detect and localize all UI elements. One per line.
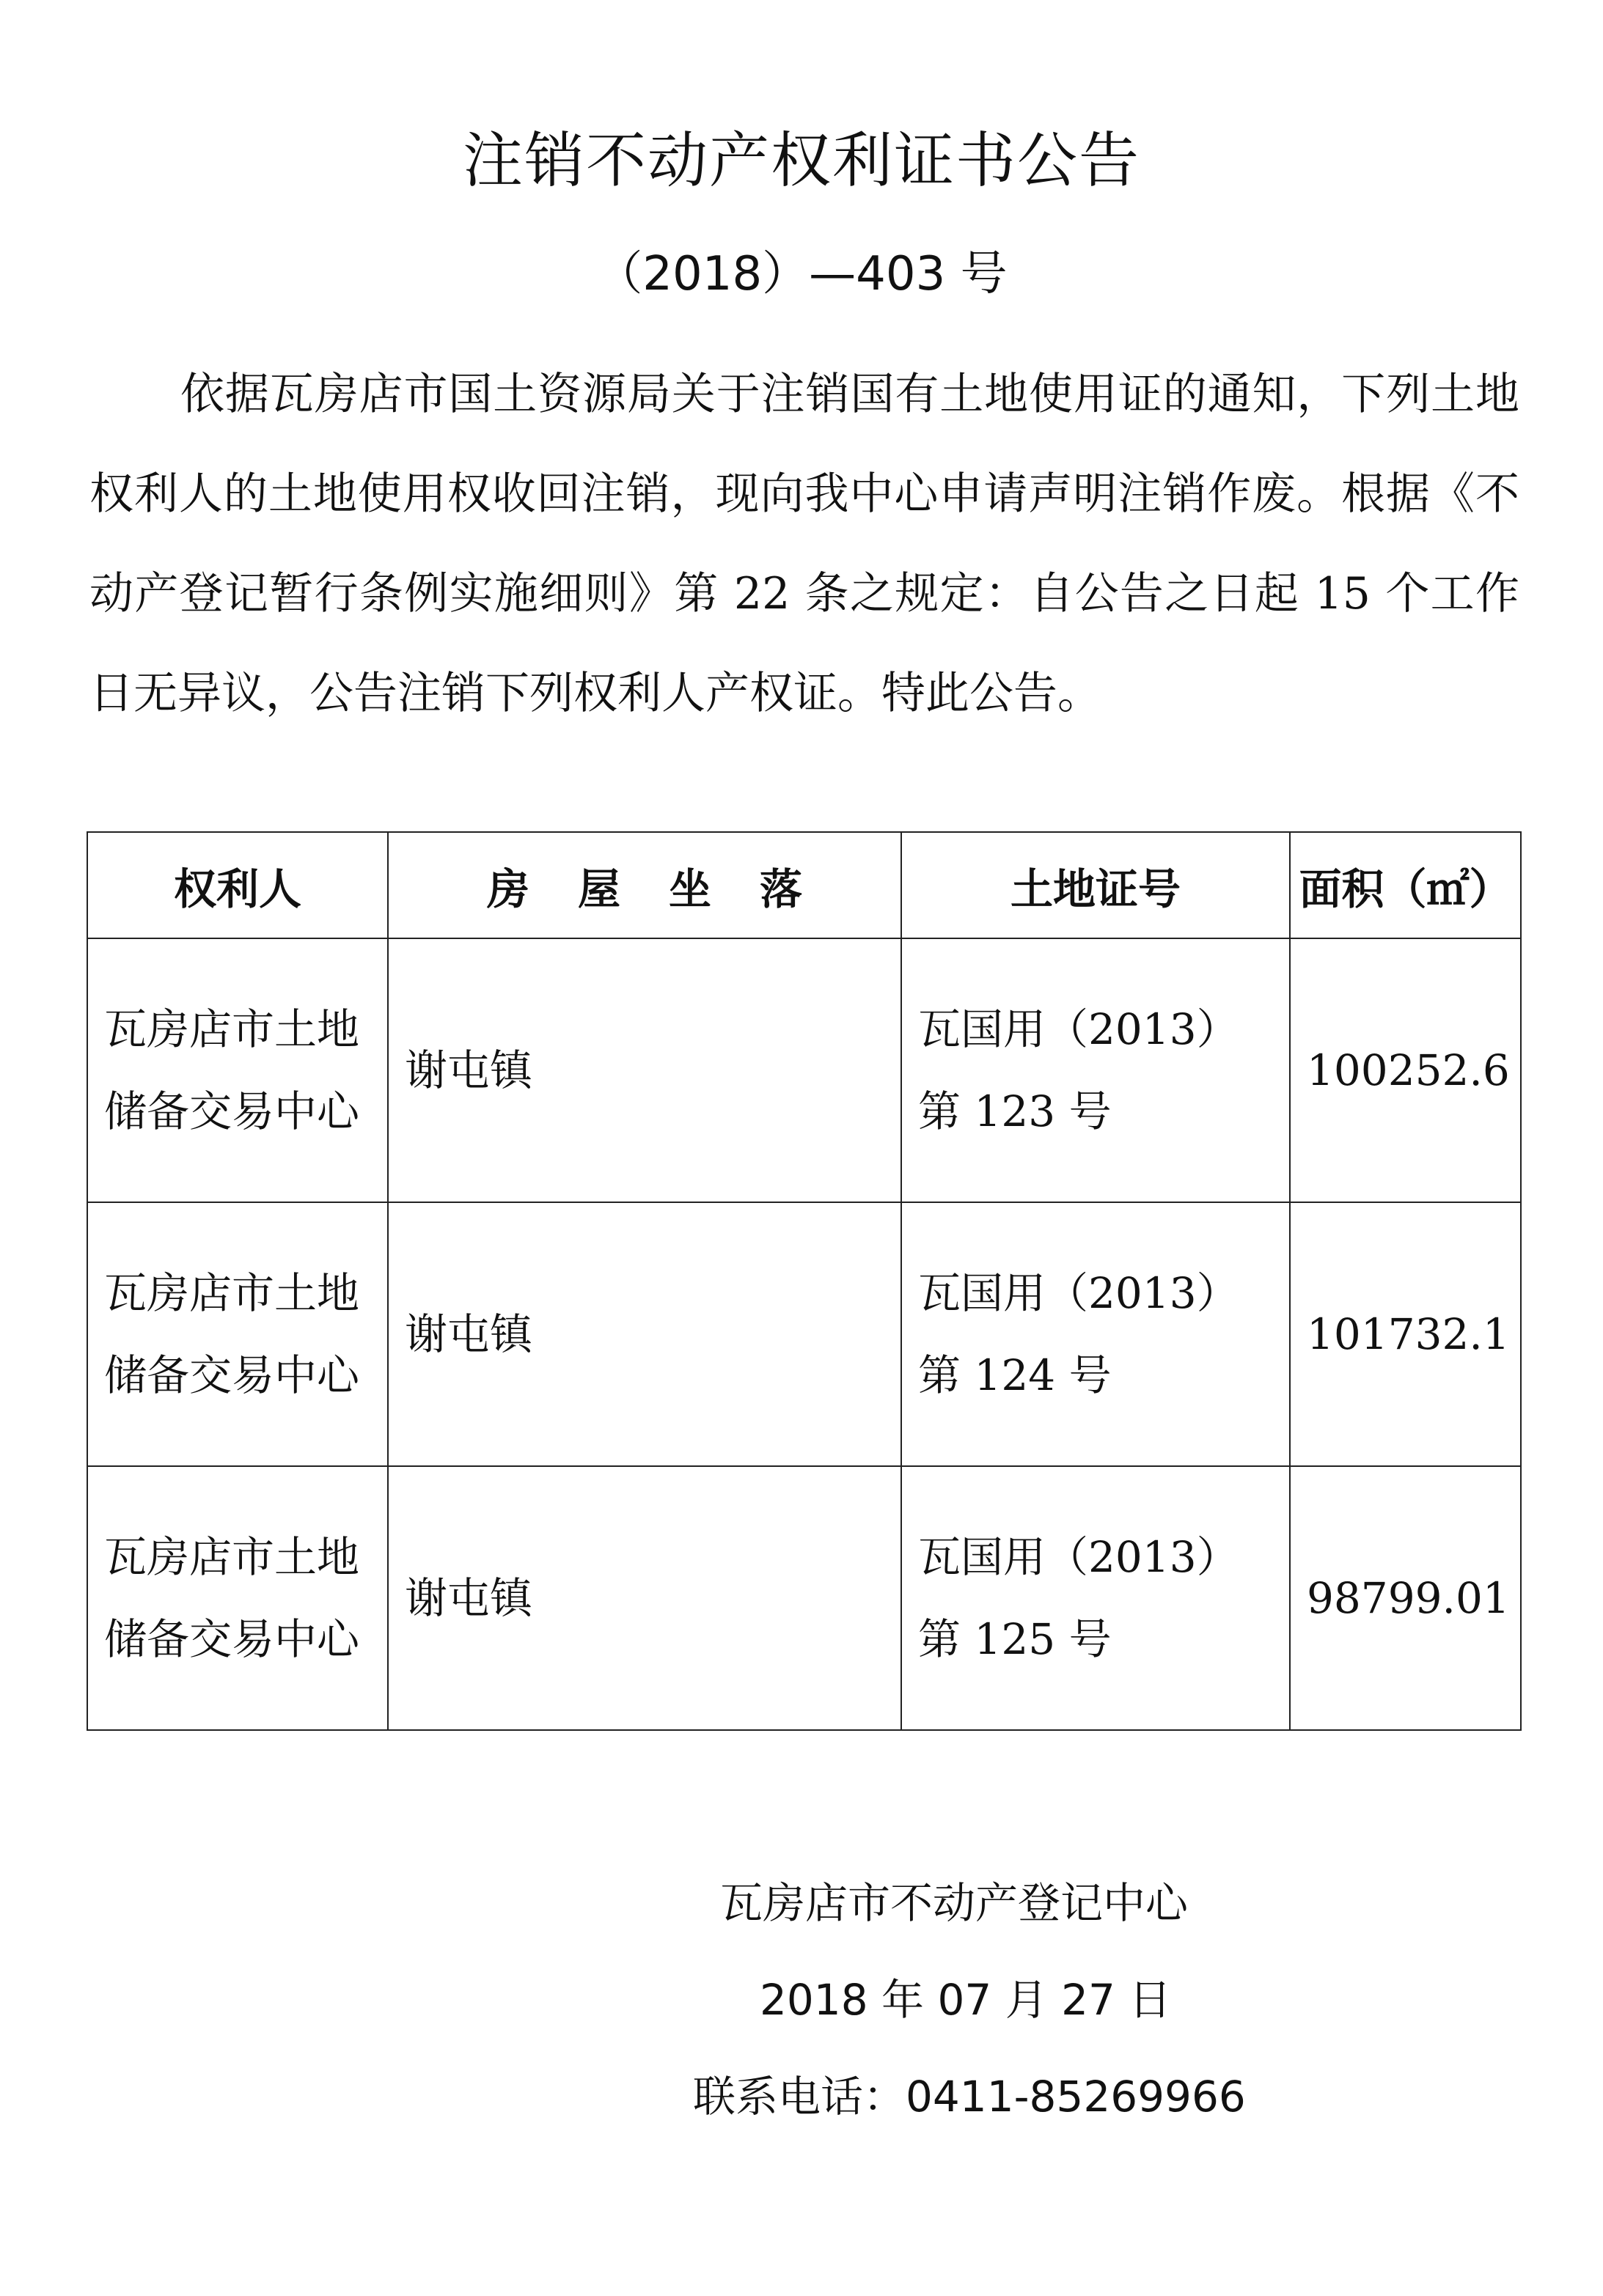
notice-table: [87, 831, 1522, 1731]
document-number: （2018）—403 号: [595, 247, 1008, 301]
cell-area: 101732.1: [1290, 1202, 1521, 1466]
cell-cert: 瓦国用（2013）第 124 号: [901, 1202, 1290, 1466]
header-location-label: 房屋坐落: [486, 864, 851, 914]
signature-date: 2018 年 07 月 27 日: [760, 1975, 1172, 2025]
notice-body: 依据瓦房店市国土资源局关于注销国有土地使用证的通知，下列土地权利人的土地使用权收回注销，现向我中心申请声明注销作废。根据《不动产登记暂行条例实施细则》第 22 条之规定：自公告之日起 15 个工作日无异议，公告注销下列权利人产权证。特此公告。: [89, 369, 1519, 719]
signature-organization: 瓦房店市不动产登记中心: [720, 1878, 1189, 1928]
table-row: [87, 1202, 1521, 1466]
header-location: [388, 832, 901, 938]
header-cert: 土地证号: [901, 832, 1290, 938]
header-area: 面积（㎡）: [1290, 832, 1521, 938]
cell-cert: 瓦国用（2013）第 125 号: [901, 1466, 1290, 1730]
cell-owner: 瓦房店市土地储备交易中心: [87, 938, 388, 1202]
cell-location: 谢屯镇: [388, 938, 901, 1202]
cell-area: 98799.01: [1290, 1466, 1521, 1730]
cell-location: 谢屯镇: [388, 1202, 901, 1466]
notice-title: 注销不动产权利证书公告: [462, 126, 1140, 196]
table-header-row: [87, 832, 1521, 938]
cell-cert: 瓦国用（2013）第 123 号: [901, 938, 1290, 1202]
cell-area: 100252.6: [1290, 938, 1521, 1202]
cell-owner: 瓦房店市土地储备交易中心: [87, 1202, 388, 1466]
table-row: [87, 1466, 1521, 1730]
table-row: [87, 938, 1521, 1202]
cell-owner: 瓦房店市土地储备交易中心: [87, 1466, 388, 1730]
contact-phone: 联系电话：0411-85269966: [693, 2072, 1246, 2122]
header-owner: 权利人: [87, 832, 388, 938]
cell-location: 谢屯镇: [388, 1466, 901, 1730]
